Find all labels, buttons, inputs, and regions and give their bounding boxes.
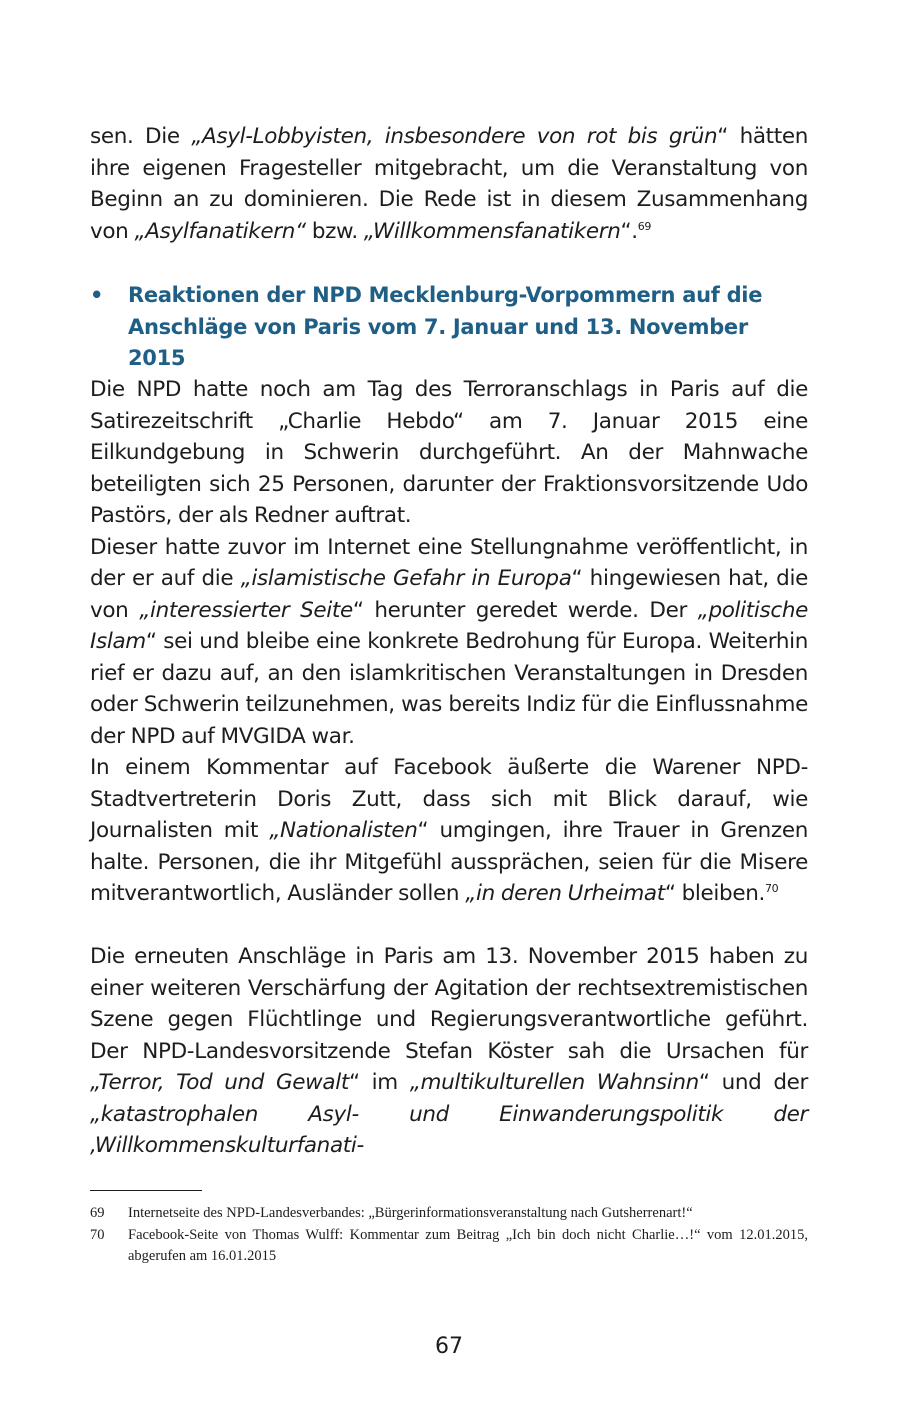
quote-italic: „katastrophalen Asyl- und Einwanderungspolitik der ‚Willkommenskulturfanati- (90, 1101, 808, 1158)
footnotes (90, 1203, 808, 1268)
quote-italic: „multikulturellen Wahnsinn (409, 1070, 699, 1095)
paragraph-november-attacks (90, 941, 808, 1162)
text-run: “ sei und bleibe eine konkrete Bedrohung für Europa. Weiterhin rief er dazu auf, an den islamkritischen Veranstaltungen in Dresden oder Schwerin teilzunehmen, was bereits Indiz für die Einflussnahme der NPD auf MVGIDA war. (90, 629, 808, 749)
text-run: Die erneuten Anschläge in Paris am 13. November 2015 haben zu einer weiteren Verschärfung der Agitation der rechtsextremistischen Szene gegen Flüchtlinge und Regierungsverantwortliche geführt. Der NPD-Landesvorsitzende Stefan Köster sah die Ursachen für (90, 944, 808, 1064)
footnote-69 (90, 1203, 808, 1224)
text-run: bzw. (305, 218, 364, 244)
footnote-number: 69 (90, 1205, 105, 1221)
quote-italic: „Terror, Tod und Gewalt (90, 1070, 349, 1095)
section-heading (90, 280, 808, 375)
footnote-70 (90, 1225, 808, 1267)
text-run: sen. Die (90, 124, 192, 149)
quote-italic: „interessierter Seite (139, 597, 353, 623)
text-run: “ und der (698, 1070, 809, 1095)
text-run: Dieser hatte zuvor im Internet eine Stellungnahme veröffentlicht, in der er auf die (90, 534, 808, 591)
quote-italic: „politische Islam (90, 597, 808, 654)
quote-italic: „islamistische Gefahr in Europa (240, 566, 572, 591)
page-number: 67 (435, 1334, 463, 1359)
paragraph-continued (90, 121, 808, 247)
bullet-icon: • (90, 283, 104, 307)
text-run: “. (620, 218, 638, 244)
quote-italic: „in deren Urheimat (465, 881, 665, 906)
heading-text: Reaktionen der NPD Mecklenburg-Vorpommern auf die Anschläge von Paris vom 7. Januar und 13. November 2015 (128, 283, 763, 370)
text-run: “ umgingen, ihre Trauer in Grenzen halte. Personen, die ihr Mitgefühl aussprächen, seien für die Misere mitverantwortlich, Ausländer sollen (90, 818, 808, 906)
footnote-ref-70[interactable]: 70 (764, 882, 779, 895)
quote-italic: „Nationalisten (269, 818, 418, 843)
paragraph-charlie-hebdo (90, 374, 808, 910)
text-run: “ herunter geredet werde. Der (352, 597, 698, 623)
text-run: “ hätten ihre eigenen Fragesteller mitgebracht, um die Veranstaltung von Beginn an zu dominieren. Die Rede ist in diesem Zusammenhang von (90, 124, 808, 244)
text-run: “ im (348, 1070, 410, 1095)
text-run: In einem Kommentar auf Facebook äußerte die Warener NPD-Stadtvertreterin Doris Zutt, dass sich mit Blick darauf, wie Journalisten mit (90, 755, 808, 843)
quote-italic: „Asylfanatikern“ (134, 218, 306, 244)
text-run: “ bleiben. (664, 881, 765, 906)
footnote-text: Facebook-Seite von Thomas Wulff: Kommentar zum Beitrag „Ich bin doch nicht Charlie…!“ vom 12.01.2015, abgerufen am 16.01.2015 (128, 1227, 808, 1264)
text-run: “ hingewiesen hat, die von (90, 566, 808, 623)
quote-italic: „Asyl-Lobbyisten, insbesondere von rot bis grün (191, 124, 718, 149)
text-run: Die NPD hatte noch am Tag des Terroranschlags in Paris auf die Satirezeitschrift „Charlie Hebdo“ am 7. Januar 2015 eine Eilkundgebung in Schwerin durchgeführt. An der Mahnwache beteiligten sich 25 Personen, darunter der Fraktionsvorsitzende Udo Pastörs, der als Redner auftrat. (90, 377, 808, 528)
footnote-number: 70 (90, 1227, 105, 1243)
footnote-text: Internetseite des NPD-Landesverbandes: „Bürgerinformationsveranstaltung nach Gutsherrenart!“ (128, 1205, 693, 1221)
footnote-divider (90, 1190, 202, 1191)
footnote-ref-69[interactable]: 69 (637, 219, 652, 233)
quote-italic: „Willkommensfanatikern (363, 218, 621, 244)
